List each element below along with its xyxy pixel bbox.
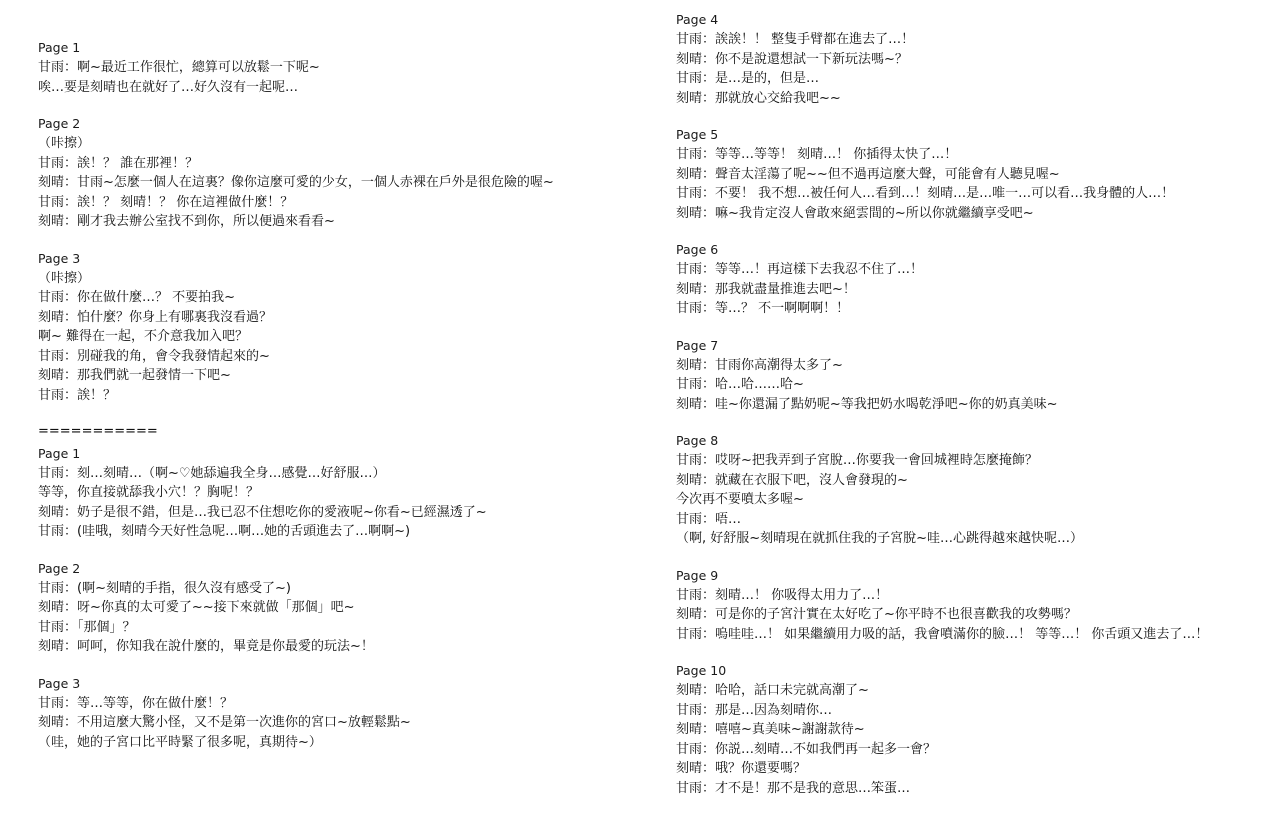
dialogue-line: 甘雨：等…？ 不一啊啊啊！！ [676, 301, 850, 316]
dialogue-line: 甘雨：那是…因為刻晴你… [676, 702, 833, 718]
dialogue-line: 甘雨：刻晴…！ 你吸得太用力了…！ [676, 587, 889, 603]
dialogue-line: （咔擦） [38, 270, 91, 286]
text-block [38, 114, 638, 232]
dialogue-line: 刻晴：可是你的子宮汁實在太好吃了~你平時不也很喜歡我的攻勢嗎？ [676, 607, 1077, 622]
dialogue-line: 甘雨：誒誒！！ 整隻手臂都在進去了…！ [676, 32, 915, 47]
dialogue-line: 甘雨：唔… [676, 511, 742, 527]
dialogue-line: 甘雨：啊~最近工作很忙，總算可以放鬆一下呢~ [38, 60, 320, 75]
text-block [676, 431, 1266, 549]
page-label: Page 6 [676, 242, 719, 257]
dialogue-line: 刻晴：那我就盡量推進去吧~！ [676, 281, 856, 297]
dialogue-line: 甘雨：(啊~刻晴的手指，很久沒有感受了~) [38, 580, 291, 596]
dialogue-line: 刻晴：哈哈，話口未完就高潮了~ [676, 683, 869, 698]
dialogue-line: 刻晴：哦？你還要嗎？ [676, 761, 807, 776]
page-label: Page 2 [38, 116, 81, 131]
dialogue-line: 甘雨：才不是！那不是我的意思…笨蛋… [676, 780, 911, 796]
section-divider: =========== [38, 424, 158, 439]
dialogue-line: （啊, 好舒服~刻晴現在就抓住我的子宮脫~哇…心跳得越來越快呢…） [676, 531, 1084, 546]
dialogue-line: 甘雨：等等…！再這樣下去我忍不住了…！ [676, 262, 924, 277]
dialogue-line: 刻晴：甘雨你高潮得太多了~ [676, 357, 843, 373]
right-text-column [676, 10, 1266, 815]
dialogue-line: 刻晴：你不是說還想試一下新玩法嗎~？ [676, 51, 908, 67]
dialogue-line: 啊~ 難得在一起，不介意我加入吧？ [38, 329, 249, 344]
text-block [676, 661, 1266, 798]
page-label: Page 7 [676, 337, 719, 353]
text-block [38, 38, 638, 97]
dialogue-line: 甘雨：你在做什麼…？ 不要拍我~ [38, 290, 236, 305]
dialogue-line: 刻晴：那我們就一起發情一下吧~ [38, 368, 231, 383]
dialogue-line: 甘雨：嗚哇哇…！ 如果繼續用力吸的話，我會噴滿你的臉…！ 等等…！ 你舌頭又進去了…！ [676, 626, 1209, 642]
dialogue-line: 刻晴：哇~你還漏了點奶呢~等我把奶水喝乾淨吧~你的奶真美味~ [676, 396, 1058, 412]
section-divider-block [38, 422, 638, 542]
dialogue-line: 刻晴：呀~你真的太可愛了~~接下來就做「那個」吧~ [38, 600, 355, 615]
dialogue-line: 甘雨：誒！？ 誰在那裡！？ [38, 155, 199, 171]
page-label: Page 3 [38, 675, 81, 691]
dialogue-line: 刻晴：就藏在衣服下吧，沒人會發現的~ [676, 472, 908, 488]
text-block [38, 559, 638, 657]
dialogue-line: 刻晴：聲音太淫蕩了呢~~但不過再這麼大聲，可能會有人聽見喔~ [676, 166, 1060, 182]
page-label: Page 9 [676, 567, 719, 583]
dialogue-line: 今次再不要噴太多喔~ [676, 492, 804, 507]
dialogue-line: 甘雨：等等…等等！ 刻晴…！ 你插得太快了…！ [676, 147, 958, 162]
page-label: Page 8 [676, 433, 719, 448]
text-block [676, 240, 1266, 319]
page-label: Page 3 [38, 250, 81, 266]
page-label: Page 1 [38, 40, 81, 55]
dialogue-line: 甘雨：是…是的，但是… [676, 71, 820, 86]
dialogue-line: 甘雨：別碰我的角，會令我發情起來的~ [38, 348, 270, 364]
dialogue-line: （哇，她的子宮口比平時緊了很多呢，真期待~） [38, 734, 322, 750]
dialogue-line: 刻晴：怕什麼？你身上有哪裏我沒看過？ [38, 309, 273, 325]
dialogue-line: 甘雨：誒！？ [38, 387, 117, 403]
dialogue-line: 刻晴：那就放心交給我吧~~ [676, 90, 841, 106]
dialogue-line: 甘雨：等…等等，你在做什麼！？ [38, 695, 234, 711]
page-label: Page 4 [676, 12, 719, 27]
dialogue-line: 甘雨：刻…刻晴…（啊~♡她舔遍我全身…感覺…好舒服…） [38, 465, 386, 481]
dialogue-line: 刻晴：剛才我去辦公室找不到你，所以便過來看看~ [38, 214, 335, 229]
left-text-column [38, 38, 638, 769]
dialogue-line: 刻晴：甘雨~怎麼一個人在這裏？像你這麼可愛的少女，一個人赤裸在戶外是很危險的喔~ [38, 175, 554, 190]
text-block [38, 249, 638, 406]
dialogue-line: 甘雨：(哇哦，刻晴今天好性急呢…啊…她的舌頭進去了…啊啊~) [38, 524, 411, 539]
dialogue-line: （咔擦） [38, 136, 91, 151]
page-label: Page 1 [38, 445, 81, 461]
dialogue-line: 甘雨：不要！ 我不想…被任何人…看到…！刻晴…是…唯一…可以看…我身體的人…！ [676, 186, 1175, 201]
page-label: Page 10 [676, 663, 727, 678]
page-label: Page 2 [38, 560, 81, 576]
text-block [38, 674, 638, 753]
dialogue-line: 甘雨：哈…哈……哈~ [676, 377, 804, 392]
dialogue-line: 刻晴：奶子是很不錯，但是…我已忍不住想吃你的愛液呢~你看~已經濕透了~ [38, 504, 487, 520]
dialogue-line: 甘雨：你説…刻晴…不如我們再一起多一會？ [676, 741, 937, 757]
dialogue-line: 甘雨：哎呀~把我弄到子宮脫…你要我一會回城裡時怎麼掩飾？ [676, 453, 1038, 468]
dialogue-line: 刻晴：不用這麼大驚小怪，又不是第一次進你的宮口~放輕鬆點~ [38, 715, 411, 730]
dialogue-line: 等等，你直接就舔我小穴！？胸呢！？ [38, 485, 260, 500]
dialogue-line: 甘雨：「那個」？ [38, 619, 136, 635]
text-block [676, 566, 1266, 645]
page-label: Page 5 [676, 127, 719, 142]
dialogue-line: 甘雨：誒！？ 刻晴！？ 你在這裡做什麼！？ [38, 194, 294, 210]
dialogue-line: 刻晴：呵呵，你知我在說什麼的，畢竟是你最愛的玩法~！ [38, 639, 374, 654]
dialogue-line: 刻晴：嘛~我肯定沒人會敢來絕雲間的~所以你就繼續享受吧~ [676, 205, 1034, 221]
text-block [676, 10, 1266, 108]
dialogue-line: 唉…要是刻晴也在就好了…好久沒有一起呢… [38, 79, 299, 95]
text-block [676, 336, 1266, 415]
text-block [676, 125, 1266, 223]
dialogue-line: 刻晴：嘻嘻~真美味~謝謝款待~ [676, 722, 865, 737]
